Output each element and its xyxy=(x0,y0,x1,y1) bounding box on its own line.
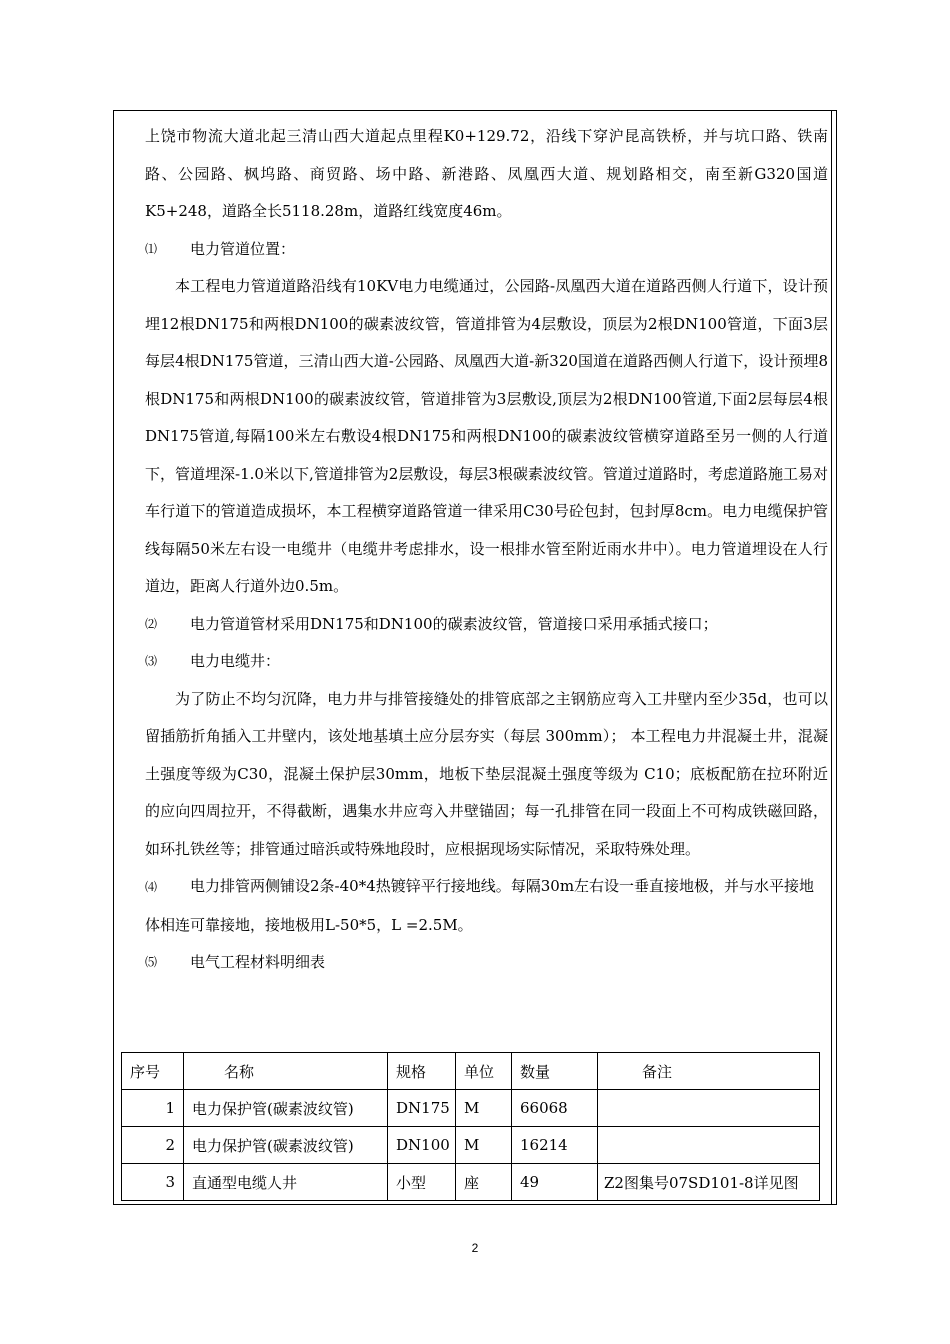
table-row xyxy=(122,1127,820,1164)
header-index: 序号 xyxy=(122,1053,184,1090)
cell-name: 电力保护管(碳素波纹管) xyxy=(184,1090,388,1127)
item-2-number: ⑵ xyxy=(145,616,158,631)
item-4-number: ⑷ xyxy=(145,880,158,894)
cell-remark xyxy=(598,1090,820,1127)
cell-unit: M xyxy=(456,1090,512,1127)
item-4 xyxy=(145,868,828,944)
cell-unit: M xyxy=(456,1127,512,1164)
item-3-heading xyxy=(145,643,828,681)
item-1-title: 电力管道位置： xyxy=(190,239,296,258)
item-5-title: 电气工程材料明细表 xyxy=(190,953,326,971)
cell-spec: 小型 xyxy=(388,1164,456,1201)
cell-remark: Z2图集号07SD101-8详见图 xyxy=(598,1164,820,1201)
item-5-number: ⑸ xyxy=(145,955,158,969)
cell-name: 电力保护管(碳素波纹管) xyxy=(184,1127,388,1164)
frame-inner-line xyxy=(831,111,832,1204)
cell-index: 1 xyxy=(122,1090,184,1127)
cell-spec: DN175 xyxy=(388,1090,456,1127)
intro-paragraph: 上饶市物流大道北起三清山西大道起点里程K0+129.72，沿线下穿沪昆高铁桥，并与坑口路、铁南路、公园路、枫坞路、商贸路、场中路、新港路、凤凰西大道、规划路相交，南至新G320国道K5+248，道路全长5118.28m，道路红线宽度46m。 xyxy=(145,127,828,220)
cell-qty: 49 xyxy=(512,1164,598,1201)
cell-spec: DN100 xyxy=(388,1127,456,1164)
item-5-heading xyxy=(145,944,828,982)
table-row xyxy=(122,1090,820,1127)
header-unit: 单位 xyxy=(456,1053,512,1090)
cell-index: 3 xyxy=(122,1164,184,1201)
page-number: 2 xyxy=(471,1241,479,1255)
cell-unit: 座 xyxy=(456,1164,512,1201)
document-body xyxy=(145,118,828,982)
table-header-row xyxy=(122,1053,820,1090)
table-row xyxy=(122,1164,820,1201)
cell-qty: 16214 xyxy=(512,1127,598,1164)
item-4-text: 电力排管两侧铺设2条-40*4热镀锌平行接地线。每隔30m左右设一垂直接地极，并与水平接地体相连可靠接地，接地极用L-50*5，L =2.5M。 xyxy=(145,877,815,934)
item-3-body: 为了防止不均匀沉降，电力井与排管接缝处的排管底部之主钢筋应弯入工井壁内至少35d，也可以留插筋折角插入工井壁内，该处地基填土应分层夯实（每层 300mm）； 本工程电力井混凝土井，混凝土强度等级为C30，混凝土保护层30mm，地板下垫层混凝土强度等级为 C10；底板配筋在拉环附近的应向四周拉开，不得截断，遇集水井应弯入井壁锚固；每一孔排管在同一段面上不可构成铁磁回路，如环扎铁丝等；排管通过暗浜或特殊地段时，应根据现场实际情况，采取特殊处理。 xyxy=(145,689,828,858)
item-2 xyxy=(145,606,828,644)
item-2-text: 电力管道管材采用DN175和DN100的碳素波纹管，管道接口采用承插式接口； xyxy=(190,614,718,633)
item-1-heading xyxy=(145,231,828,269)
item-1-number: ⑴ xyxy=(145,241,158,256)
header-qty: 数量 xyxy=(512,1053,598,1090)
header-spec: 规格 xyxy=(388,1053,456,1090)
item-3-title: 电力电缆井： xyxy=(190,652,281,670)
header-name: 名称 xyxy=(184,1053,388,1090)
item-1-body: 本工程电力管道道路沿线有10KV电力电缆通过，公园路-凤凰西大道在道路西侧人行道下，设计预埋12根DN175和两根DN100的碳素波纹管，管道排管为4层敷设，顶层为2根DN100管道，下面3层每层4根DN175管道，三清山西大道-公园路、凤凰西大道-新320国道在道路西侧人行道下，设计预埋8根DN175和两根DN100的碳素波纹管，管道排管为3层敷设,顶层为2根DN100管道,下面2层每层4根DN175管道,每隔100米左右敷设4根DN175和两根DN100的碳素波纹管横穿道路至另一侧的人行道下，管道埋深-1.0米以下,管道排管为2层敷设，每层3根碳素波纹管。管道过道路时，考虑道路施工易对车行道下的管道造成损坏，本工程横穿道路管道一律采用C30号砼包封，包封厚8cm。电力电缆保护管线每隔50米左右设一电缆井（电缆井考虑排水，设一根排水管至附近雨水井中）。电力管道埋设在人行道边，距离人行道外边0.5m。 xyxy=(145,277,828,595)
cell-index: 2 xyxy=(122,1127,184,1164)
cell-remark xyxy=(598,1127,820,1164)
header-remark: 备注 xyxy=(598,1053,820,1090)
cell-qty: 66068 xyxy=(512,1090,598,1127)
cell-name: 直通型电缆人井 xyxy=(184,1164,388,1201)
item-3-number: ⑶ xyxy=(145,654,158,668)
materials-table xyxy=(121,1052,820,1201)
